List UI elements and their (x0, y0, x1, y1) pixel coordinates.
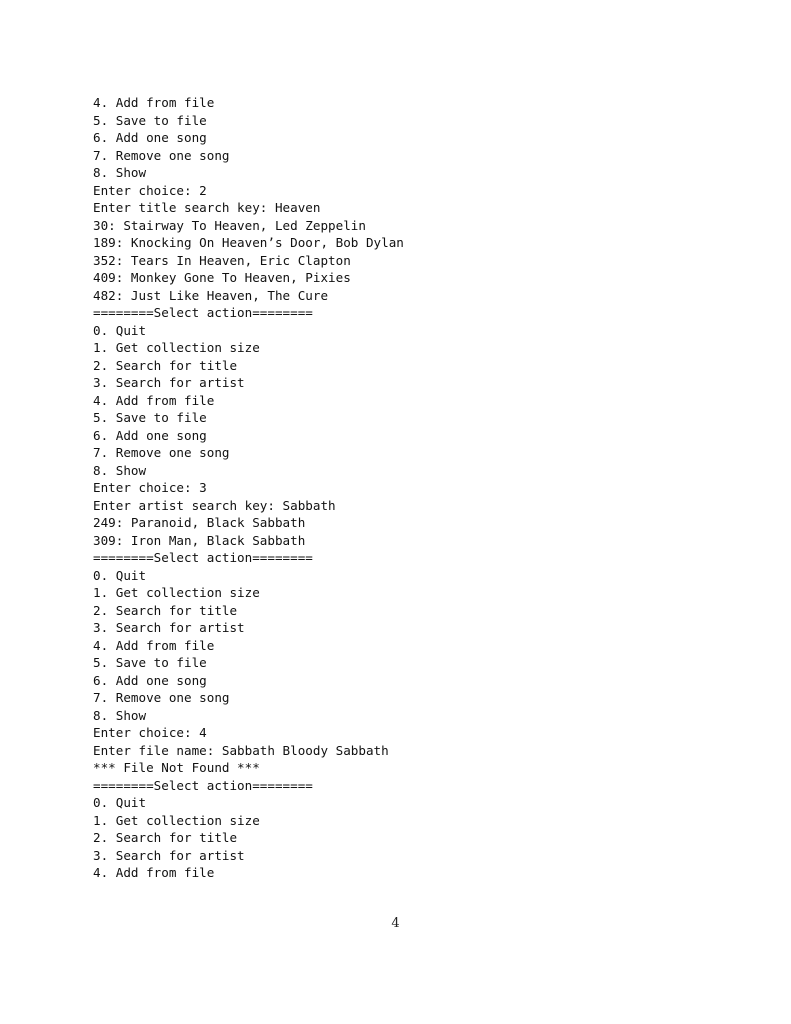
output-line: 4. Add from file (93, 637, 215, 653)
output-line: 1. Get collection size (93, 340, 260, 355)
output-line: 8. Show (93, 165, 147, 180)
page-number: 4 (391, 916, 400, 931)
output-line: 8. Show (93, 462, 147, 478)
output-line: 3. Search for artist (93, 620, 245, 635)
output-line: 2. Search for title (93, 602, 238, 618)
output-line: Enter title search key: Heaven (93, 200, 321, 215)
output-line: 30: Stairway To Heaven, Led Zeppelin (93, 217, 366, 233)
output-line: 409: Monkey Gone To Heaven, Pixies (93, 270, 351, 285)
output-line: 0. Quit (93, 322, 147, 338)
output-line: 0. Quit (93, 567, 147, 583)
output-line: 8. Show (93, 707, 147, 723)
output-line: 249: Paranoid, Black Sabbath (93, 515, 306, 530)
output-line: 6. Add one song (93, 427, 207, 443)
output-line: 352: Tears In Heaven, Eric Clapton (93, 252, 351, 268)
output-line: 2. Search for title (93, 830, 238, 845)
output-line: 189: Knocking On Heaven’s Door, Bob Dylan (93, 235, 404, 250)
output-line: 4. Add from file (93, 865, 215, 880)
output-line: *** File Not Found *** (93, 760, 260, 775)
output-line: ========Select action======== (93, 305, 313, 320)
output-line: ========Select action======== (93, 777, 313, 793)
output-line: Enter file name: Sabbath Bloody Sabbath (93, 742, 389, 758)
output-line: 5. Save to file (93, 112, 207, 128)
output-line: 1. Get collection size (93, 812, 260, 828)
output-line: ========Select action======== (93, 550, 313, 565)
output-line: 6. Add one song (93, 672, 207, 688)
output-line: 309: Iron Man, Black Sabbath (93, 532, 306, 548)
output-line: 7. Remove one song (93, 445, 230, 460)
output-line: 7. Remove one song (93, 147, 230, 163)
output-line: Enter choice: 2 (93, 182, 207, 198)
output-line: 0. Quit (93, 795, 147, 810)
output-line: 3. Search for artist (93, 847, 245, 863)
output-line: 6. Add one song (93, 130, 207, 145)
output-line: Enter artist search key: Sabbath (93, 497, 336, 513)
output-line: 4. Add from file (93, 392, 215, 408)
output-line: 1. Get collection size (93, 585, 260, 600)
output-line: 5. Save to file (93, 655, 207, 670)
output-line: 482: Just Like Heaven, The Cure (93, 287, 329, 303)
output-line: 4. Add from file (93, 95, 215, 110)
output-line: Enter choice: 3 (93, 480, 207, 495)
output-line: 5. Save to file (93, 410, 207, 425)
output-line: Enter choice: 4 (93, 725, 207, 740)
output-line: 7. Remove one song (93, 690, 230, 705)
output-line: 3. Search for artist (93, 375, 245, 390)
program-output-listing (93, 94, 404, 882)
output-line: 2. Search for title (93, 357, 238, 373)
